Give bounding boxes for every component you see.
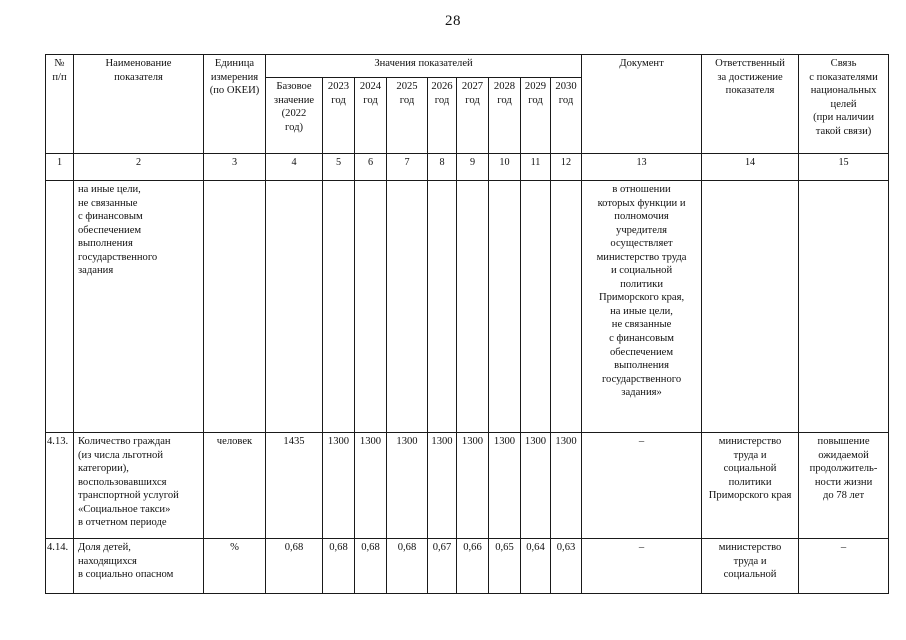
header-no: № п/п — [46, 55, 74, 154]
table-row — [46, 433, 889, 539]
header-year: 2029 год — [521, 78, 551, 154]
document: – — [582, 433, 702, 539]
column-number: 6 — [355, 154, 387, 181]
year-value: 0,68 — [355, 539, 387, 594]
table-row — [46, 539, 889, 594]
year-value — [551, 181, 582, 433]
page-number: 28 — [445, 13, 461, 29]
header-year: 2026 год — [428, 78, 457, 154]
column-numbers-row — [46, 154, 889, 181]
year-value: 1300 — [457, 433, 489, 539]
table-row — [46, 181, 889, 433]
header-name: Наименование показателя — [74, 55, 204, 154]
column-number: 4 — [266, 154, 323, 181]
responsible — [702, 181, 799, 433]
row-number — [46, 181, 74, 433]
row-number: 4.14. — [46, 539, 74, 594]
column-number: 1 — [46, 154, 74, 181]
header-national-goals-link: Связь с показателями национальных целей (при наличии такой связи) — [799, 55, 889, 154]
year-value: 0,68 — [323, 539, 355, 594]
year-value: 1300 — [489, 433, 521, 539]
year-value — [521, 181, 551, 433]
document: – — [582, 539, 702, 594]
year-value — [387, 181, 428, 433]
year-value — [428, 181, 457, 433]
header-unit: Единица измерения (по ОКЕИ) — [204, 55, 266, 154]
responsible: министерство труда и социальной политики Приморского края — [702, 433, 799, 539]
year-value: 0,63 — [551, 539, 582, 594]
column-number: 10 — [489, 154, 521, 181]
header-year: 2025 год — [387, 78, 428, 154]
unit: % — [204, 539, 266, 594]
row-number: 4.13. — [46, 433, 74, 539]
year-value — [323, 181, 355, 433]
national-goal-link: повышение ожидаемой продолжитель- ности жизни до 78 лет — [799, 433, 889, 539]
year-value: 0,66 — [457, 539, 489, 594]
column-number: 3 — [204, 154, 266, 181]
year-value: 1300 — [387, 433, 428, 539]
header-year: 2030 год — [551, 78, 582, 154]
header-row — [46, 55, 889, 78]
national-goal-link: – — [799, 539, 889, 594]
column-number: 11 — [521, 154, 551, 181]
header-year: 2027 год — [457, 78, 489, 154]
column-number: 14 — [702, 154, 799, 181]
year-value: 0,64 — [521, 539, 551, 594]
column-number: 2 — [74, 154, 204, 181]
year-value: 1300 — [428, 433, 457, 539]
year-value: 0,65 — [489, 539, 521, 594]
header-base-value: Базовое значение (2022 год) — [266, 78, 323, 154]
year-value: 0,68 — [387, 539, 428, 594]
header-year: 2023 год — [323, 78, 355, 154]
national-goal-link — [799, 181, 889, 433]
year-value — [355, 181, 387, 433]
column-number: 13 — [582, 154, 702, 181]
column-number: 12 — [551, 154, 582, 181]
header-document: Документ — [582, 55, 702, 154]
column-number: 7 — [387, 154, 428, 181]
unit — [204, 181, 266, 433]
header-year: 2024 год — [355, 78, 387, 154]
column-number: 8 — [428, 154, 457, 181]
indicator-name: Количество граждан (из числа льготной категории), воспользовавшихся транспортной услугой «Социальное такси» в отчетном периоде — [74, 433, 204, 539]
header-values-group: Значения показателей — [266, 55, 582, 78]
responsible: министерство труда и социальной — [702, 539, 799, 594]
year-value — [489, 181, 521, 433]
header-responsible: Ответственный за достижение показателя — [702, 55, 799, 154]
indicator-name: на иные цели, не связанные с финансовым обеспечением выполнения государственного задания — [74, 181, 204, 433]
year-value: 1300 — [323, 433, 355, 539]
base-value — [266, 181, 323, 433]
unit: человек — [204, 433, 266, 539]
header-year: 2028 год — [489, 78, 521, 154]
column-number: 9 — [457, 154, 489, 181]
year-value: 1300 — [355, 433, 387, 539]
base-value: 0,68 — [266, 539, 323, 594]
indicator-name: Доля детей, находящихся в социально опасном — [74, 539, 204, 594]
year-value: 0,67 — [428, 539, 457, 594]
column-number: 5 — [323, 154, 355, 181]
base-value: 1435 — [266, 433, 323, 539]
year-value: 1300 — [551, 433, 582, 539]
column-number: 15 — [799, 154, 889, 181]
year-value: 1300 — [521, 433, 551, 539]
indicators-table — [45, 54, 889, 594]
year-value — [457, 181, 489, 433]
document: в отношении которых функции и полномочия учредителя осуществляет министерство труда и социальной политики Приморского края, на иные цели, не связанные с финансовым обеспечением выполнения государственного задания» — [582, 181, 702, 433]
